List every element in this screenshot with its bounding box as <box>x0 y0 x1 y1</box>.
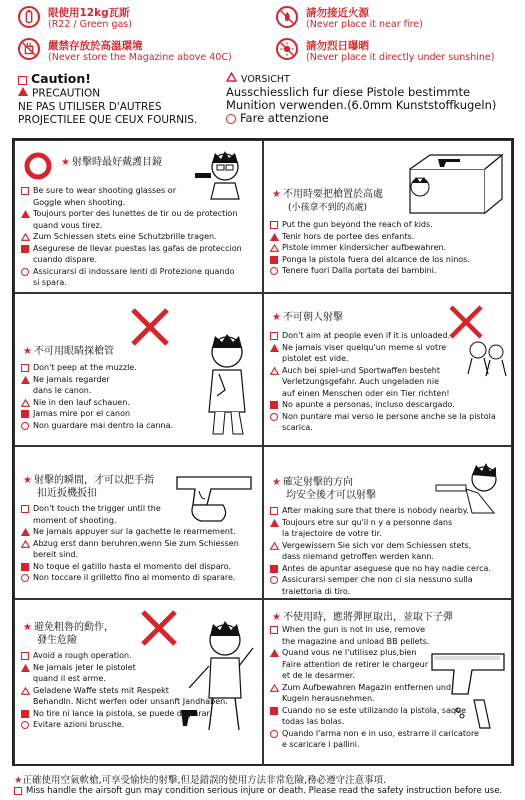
circle-outline-icon <box>21 422 29 430</box>
instruction-line: Cuando no se este utilizando la pistola, saque <box>270 705 479 717</box>
instruction-line: traiettoria di tiro. <box>282 586 351 596</box>
cell-lines <box>270 330 496 434</box>
instruction-line: Put the gun beyond the reach of kids. <box>270 219 470 231</box>
instruction-line: cuando dispare. <box>33 255 97 264</box>
cell-title: ★ 避免粗魯的動作， <box>23 622 114 633</box>
instruction-line: Asegurese de llevar puestas las gafas de proteccion <box>21 243 242 255</box>
instruction-line: Antes de apuntar aseguese que no hay nadie cerca. <box>270 563 491 575</box>
warning-left <box>18 72 197 127</box>
instruction-line: Behandln. Nicht werfen oder unsanft Jandhaben. <box>33 697 228 706</box>
instruction-line: Assicurarsi di indossare lenti di Protezione quando <box>21 266 242 278</box>
square-outline-icon <box>18 76 27 85</box>
instruction-line: dans le canon. <box>33 386 92 395</box>
instruction-line: Vergewissern Sie sich vor dem Schiessen stets, <box>270 540 491 552</box>
instruction-line: scarica. <box>282 423 313 432</box>
header-row-2 <box>0 36 525 72</box>
cell-no-aim-people <box>263 293 512 446</box>
square-outline-icon <box>270 507 278 515</box>
square-outline-icon <box>21 364 29 372</box>
prohibited-x-icon <box>137 606 181 650</box>
instruction-line: Toujours porter des lunettes de tir ou de protection <box>21 208 242 220</box>
instruction-line: No toque el gatillo hasta el momento del disparo. <box>21 561 239 573</box>
triangle-filled-icon <box>21 376 30 384</box>
instruction-line: quand vous tirez. <box>33 220 103 230</box>
triangle-filled-icon <box>21 210 30 218</box>
square-filled-icon <box>270 401 278 409</box>
gun-on-shelf-illustration <box>390 147 510 217</box>
square-outline-icon <box>270 332 278 340</box>
square-outline-icon <box>21 505 29 513</box>
instruction-line: Non puntare mai verso le persone anche se la pistola <box>270 411 496 423</box>
cell-title: ★ 確定射擊的方向 <box>272 477 353 488</box>
triangle-outline-icon <box>21 687 30 695</box>
square-filled-icon <box>21 710 29 718</box>
gas-canister-icon <box>18 6 40 28</box>
instruction-line: Tenir hors de portee des enfants. <box>270 231 470 243</box>
instruction-line: Nie in den lauf schauen. <box>21 397 173 409</box>
square-filled-icon <box>270 707 278 715</box>
no-sunshine-icon <box>276 38 298 60</box>
instruction-line: Ne jamais regarder <box>21 374 173 386</box>
triangle-outline-icon <box>226 72 237 86</box>
cell-subtitle: 均安全後才可以射擊 <box>286 490 376 501</box>
no-fire-icon <box>276 6 298 28</box>
instruction-line: Don't aim at people even if it is unloaded. <box>270 330 496 342</box>
instruction-line: et de le desarmer. <box>282 671 355 680</box>
cell-trigger-finger <box>14 446 263 599</box>
warning-right <box>226 72 496 126</box>
prohibited-x-icon <box>127 304 173 350</box>
cell-subtitle: 發生危險 <box>37 635 77 646</box>
instruction-line: la trajectoire de votre tir. <box>282 529 382 538</box>
square-filled-icon <box>21 245 29 253</box>
instruction-line: Evitare azioni brusche. <box>21 719 228 731</box>
fr-line-1: NE PAS UTILISER D'AUTRES <box>18 100 162 113</box>
instruction-line: Ne jamais jeter le pistolet <box>21 662 228 674</box>
square-filled-icon <box>270 256 278 264</box>
instruction-line: auf einen Menschen oder ein Tier richten! <box>282 388 450 398</box>
instruction-line: e scaricare i pallini. <box>282 740 360 749</box>
triangle-outline-icon <box>270 244 279 252</box>
gas-en-text: (R22 / Green gas) <box>48 19 132 30</box>
cell-no-peep <box>14 293 263 446</box>
instruction-line: Abzug erst dann beruhren,wenn Sie zum Schiessen <box>21 538 239 550</box>
circle-outline-icon <box>21 721 29 729</box>
triangle-filled-icon <box>270 344 279 352</box>
safety-instruction-grid <box>12 138 514 766</box>
fire-zh-text: 請勿接近火源 <box>306 7 369 19</box>
square-outline-icon <box>270 626 278 634</box>
triangle-filled-icon <box>270 233 279 241</box>
instruction-line: Zum Schiessen stets eine Schutzbrille tragen. <box>21 231 242 243</box>
instruction-line: Jamas mire por el canon <box>21 408 173 420</box>
cell-title: ★ 不可朝人射擊 <box>272 312 343 323</box>
instruction-line: Ponga la pistola fuera del alcance de los ninos. <box>270 254 470 266</box>
cell-lines <box>270 505 491 597</box>
cell-lines <box>21 650 228 731</box>
circle-outline-icon <box>270 413 278 421</box>
instruction-line: the magazine and unload BB pellets. <box>282 636 430 646</box>
instruction-line: Zum Aufbewahren Magazin entfernen und <box>270 682 479 694</box>
cell-title: ★ 不使用時，應將彈匣取出，並取下子彈 <box>272 612 453 623</box>
instruction-line: Tenere fuori Dalla portata dei bambini. <box>270 265 470 277</box>
sun-en-text: (Never place it directly under sunshine) <box>306 52 495 63</box>
instruction-line: Quando l'arma non e in uso, estrarre il caricatore <box>270 728 479 740</box>
caution-text: Caution! <box>31 71 91 86</box>
cell-check-direction <box>263 446 512 599</box>
instruction-line: Non toccare il grilletto fino al momento di sparare. <box>21 572 239 584</box>
gas-zh-text: 限使用12kg瓦斯 <box>48 7 130 19</box>
instruction-line: When the gun is not in use, remove <box>270 624 479 636</box>
square-outline-icon <box>21 187 29 195</box>
de-line-2: Munition verwenden.(6.0mm Kunststoffkugeln) <box>226 98 497 112</box>
instruction-line: Don't touch the trigger until the <box>21 503 239 515</box>
instruction-line: Kugeln herausnehmen. <box>282 694 375 703</box>
cell-lines <box>21 362 173 431</box>
square-filled-icon <box>21 410 29 418</box>
triangle-filled-icon <box>270 519 279 527</box>
instruction-line: Faire attention de retirer le chargeur <box>282 659 428 669</box>
heat-zh-text: 嚴禁存放於高溫環境 <box>48 40 143 52</box>
square-filled-icon <box>270 565 278 573</box>
triangle-filled-icon <box>18 87 28 100</box>
circle-outline-icon <box>270 576 278 584</box>
instruction-line: Ne jamais viser quelqu'un meme si votre <box>270 342 496 354</box>
cell-lines <box>21 185 242 289</box>
instruction-line: todas las bolas. <box>282 717 345 726</box>
square-outline-icon <box>14 787 22 795</box>
instruction-line: bereit sind. <box>33 550 79 559</box>
instruction-line: After making sure that there is nobody nearby. <box>270 505 491 517</box>
attenzione-text: Fare attenzione <box>240 111 329 125</box>
instruction-line: Toujours etre sur qu'il n y a personne dans <box>270 517 491 529</box>
header-row-1 <box>0 2 525 38</box>
instruction-line: Avoid a rough operation. <box>21 650 228 662</box>
instruction-line: dass niemand getroffen werden kann. <box>282 552 434 561</box>
instruction-line: No tire ni lance la pistola, se puede disparar. <box>21 708 228 720</box>
de-line-1: Ausschiesslich fur diese Pistole bestimmte <box>226 85 471 99</box>
circle-outline-icon <box>21 574 29 582</box>
instruction-line: Be sure to wear shooting glasses or <box>21 185 242 197</box>
cell-title: ★ 不可用眼睛探槍管 <box>23 346 114 357</box>
footer-zh: ★正確使用空氣軟槍,可享受愉快的射擊,但是錯誤的使用方法非常危險,務必遵守注意事項. <box>14 775 387 786</box>
triangle-outline-icon <box>270 684 279 692</box>
instruction-line: si spara. <box>33 278 67 287</box>
cell-out-of-reach <box>263 140 512 293</box>
fr-line-2: PROJECTILEE QUE CEUX FOURNIS. <box>18 113 198 126</box>
triangle-outline-icon <box>21 233 30 241</box>
instruction-line: Non guardare mai dentro la canna. <box>21 420 173 432</box>
cell-title: ★ 射擊時最好戴護目鏡 <box>61 157 162 168</box>
ok-circle-icon <box>23 151 53 181</box>
footer-en: Miss handle the airsoft gun may condition serious injure or death. Please read the safety instruction before use. <box>14 786 502 796</box>
triangle-outline-icon <box>21 399 30 407</box>
cell-lines <box>270 219 470 277</box>
cell-remove-magazine <box>263 599 512 766</box>
triangle-filled-icon <box>21 664 30 672</box>
cell-lines <box>21 503 239 584</box>
triangle-outline-icon <box>270 367 279 375</box>
square-filled-icon <box>21 563 29 571</box>
instruction-line: Don't peep at the muzzle. <box>21 362 173 374</box>
cell-lines <box>270 624 479 751</box>
instruction-line: moment of shooting. <box>33 515 117 525</box>
vorsicht-text: VORSICHT <box>241 74 290 85</box>
triangle-outline-icon <box>21 540 30 548</box>
cell-title: ★ 不用時要把槍置於高處 <box>272 189 383 200</box>
instruction-line: Verletzungsgefahr. Auch ungeladen nie <box>282 377 440 386</box>
instruction-line: Auch bei spiel-und Sportwaffen besteht <box>270 365 496 377</box>
cell-wear-glasses <box>14 140 263 293</box>
triangle-filled-icon <box>21 528 30 536</box>
cell-subtitle: 扣近扳機扳扣 <box>37 488 97 499</box>
fire-en-text: (Never place it near fire) <box>306 19 423 30</box>
circle-outline-icon <box>270 730 278 738</box>
instruction-line: Assicurarsi semper che non ci sia nessuno sulla <box>270 574 491 586</box>
circle-outline-icon <box>270 267 278 275</box>
instruction-line: Ne jamais appuyer sur la gachette le rearmement. <box>21 526 239 538</box>
instruction-line: Geladene Waffe stets mit Respekt <box>21 685 228 697</box>
square-outline-icon <box>21 652 29 660</box>
instruction-line: Goggle when shooting. <box>33 197 126 207</box>
cell-subtitle: (小孩拿不到的高處) <box>288 203 368 213</box>
kid-peeping-illustration <box>195 330 259 440</box>
circle-outline-icon <box>21 268 29 276</box>
heat-en-text: (Never store the Magazine above 40C) <box>48 52 232 63</box>
instruction-line: No apunte a personas, incluso descargado. <box>270 399 496 411</box>
sun-zh-text: 請勿烈日曝晒 <box>306 40 369 52</box>
instruction-line: Pistole immer kindersicher aufbewahren. <box>270 242 470 254</box>
cell-title: ★ 射擊的瞬間，才可以把手指 <box>23 475 154 486</box>
triangle-filled-icon <box>270 649 279 657</box>
instruction-line: quand il est arme. <box>33 674 106 683</box>
cell-avoid-rough <box>14 599 263 766</box>
triangle-outline-icon <box>270 542 279 550</box>
instruction-line: Quand vous ne l'utilisez plus,bien <box>270 647 479 659</box>
instruction-line: pistolet est vide. <box>282 354 349 363</box>
circle-outline-icon <box>226 114 236 124</box>
precaution-text: PRECAUTION <box>32 87 101 100</box>
no-heat-icon <box>18 38 40 60</box>
square-outline-icon <box>270 221 278 229</box>
